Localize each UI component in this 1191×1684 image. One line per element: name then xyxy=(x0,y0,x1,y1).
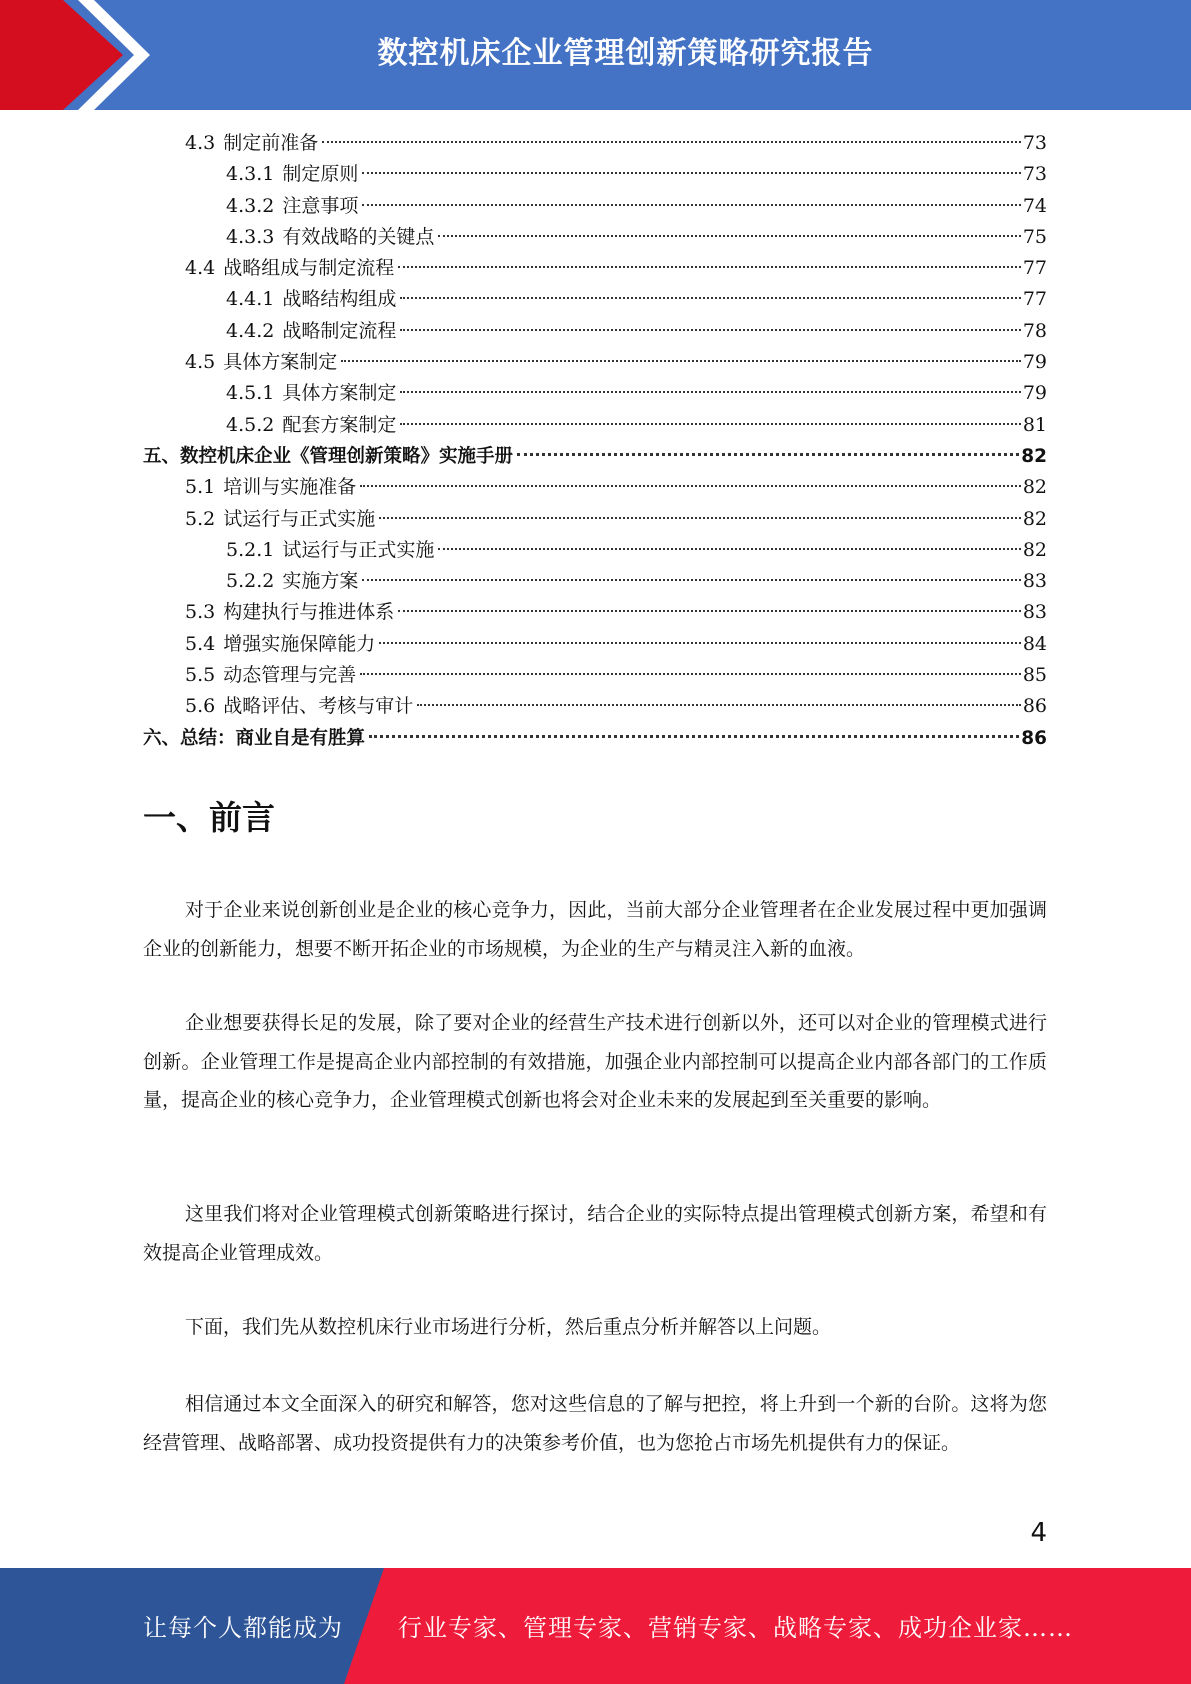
report-title: 数控机床企业管理创新策略研究报告 xyxy=(377,36,874,71)
toc-entry[interactable] xyxy=(143,723,1047,754)
paragraph-2: 企业想要获得长足的发展，除了要对企业的经营生产技术进行创新以外，还可以对企业的管理模式进行创新。企业管理工作是提高企业内部控制的有效措施，加强企业内部控制可以提高企业内部各部门的工作质量，提高企业的核心竞争力，企业管理模式创新也将会对企业未来的发展起到至关重要的影响。 xyxy=(143,1012,1047,1111)
toc-entry[interactable] xyxy=(143,629,1047,660)
toc-entry-page: 85 xyxy=(1022,664,1047,687)
toc-entry-page: 78 xyxy=(1022,319,1047,342)
toc-entry[interactable] xyxy=(143,410,1047,441)
toc-dot-leader xyxy=(369,735,1019,738)
toc-entry[interactable] xyxy=(143,566,1047,597)
toc-entry[interactable] xyxy=(143,378,1047,409)
toc-entry-label: 培训与实施准备 xyxy=(223,476,357,499)
toc-entry-number: 4.4 xyxy=(185,257,216,280)
page-number: 4 xyxy=(1030,1518,1047,1548)
toc-entry[interactable] xyxy=(143,472,1047,503)
toc-entry-label: 构建执行与推进体系 xyxy=(223,601,395,624)
toc-entry-page: 86 xyxy=(1021,727,1047,749)
toc-dot-leader xyxy=(360,673,1021,675)
toc-entry-label: 试运行与正式实施 xyxy=(223,507,376,530)
toc-entry-label: 具体方案制定 xyxy=(223,351,338,374)
toc-entry-number: 4.3.2 xyxy=(226,194,275,217)
toc-dot-leader xyxy=(400,329,1020,331)
toc-entry-number: 4.4.1 xyxy=(226,288,275,311)
toc-entry[interactable] xyxy=(143,316,1047,347)
toc-dot-leader xyxy=(341,360,1021,362)
toc-entry-number: 5.4 xyxy=(185,632,216,655)
toc-dot-leader xyxy=(360,485,1021,487)
toc-dot-leader xyxy=(322,141,1021,143)
toc-entry-label: 试运行与正式实施 xyxy=(282,538,435,561)
toc-entry-page: 82 xyxy=(1022,507,1047,530)
toc-entry-page: 77 xyxy=(1022,257,1047,280)
toc-entry-number: 5.1 xyxy=(185,476,216,499)
toc-entry-number: 4.4.2 xyxy=(226,319,275,342)
toc-entry-page: 84 xyxy=(1022,632,1047,655)
toc-dot-leader xyxy=(362,204,1020,206)
toc-entry-number: 5.2.2 xyxy=(226,570,275,593)
toc-dot-leader xyxy=(379,642,1021,644)
toc-entry-number: 5.2 xyxy=(185,507,216,530)
toc-entry-label: 增强实施保障能力 xyxy=(223,632,376,655)
toc-dot-leader xyxy=(398,610,1021,612)
toc-dot-leader xyxy=(398,266,1021,268)
toc-entry-page: 79 xyxy=(1022,382,1047,405)
toc-entry-label: 六、总结：商业自是有胜算 xyxy=(143,727,366,749)
toc-entry-label: 战略结构组成 xyxy=(282,288,397,311)
section-title: 一、前言 xyxy=(143,798,275,837)
toc-entry-label: 制定前准备 xyxy=(223,132,319,154)
page-footer xyxy=(0,1568,1191,1684)
toc-entry-page: 77 xyxy=(1022,288,1047,311)
toc-entry-page: 73 xyxy=(1022,132,1047,154)
toc-dot-leader xyxy=(438,235,1020,237)
table-of-contents xyxy=(143,128,1047,754)
toc-entry[interactable] xyxy=(143,347,1047,378)
toc-dot-leader xyxy=(400,297,1020,299)
toc-entry-number: 5.6 xyxy=(185,695,216,718)
toc-entry-page: 83 xyxy=(1022,601,1047,624)
toc-entry-number: 4.5.1 xyxy=(226,382,275,405)
toc-entry-page: 73 xyxy=(1022,163,1047,186)
footer-slogan-right: 行业专家、管理专家、营销专家、战略专家、成功企业家…… xyxy=(398,1614,1073,1642)
toc-entry-number: 4.5 xyxy=(185,351,216,374)
toc-dot-leader xyxy=(362,172,1020,174)
paragraph-5: 相信通过本文全面深入的研究和解答，您对这些信息的了解与把控，将上升到一个新的台阶。这将为您经营管理、战略部署、成功投资提供有力的决策参考价值，也为您抢占市场先机提供有力的保证。 xyxy=(143,1393,1047,1454)
toc-entry-label: 五、数控机床企业《管理创新策略》实施手册 xyxy=(143,445,514,467)
toc-dot-leader xyxy=(379,517,1021,519)
toc-entry-label: 注意事项 xyxy=(282,194,359,217)
toc-entry-page: 75 xyxy=(1022,225,1047,248)
page-header xyxy=(0,0,1191,110)
toc-entry[interactable] xyxy=(143,660,1047,691)
toc-entry-number: 5.5 xyxy=(185,664,216,687)
paragraph-1: 对于企业来说创新创业是企业的核心竞争力，因此，当前大部分企业管理者在企业发展过程中更加强调企业的创新能力，想要不断开拓企业的市场规模，为企业的生产与精灵注入新的血液。 xyxy=(143,899,1047,960)
toc-entry-label: 实施方案 xyxy=(282,570,359,593)
toc-entry-label: 制定原则 xyxy=(282,163,359,186)
toc-entry-number: 5.2.1 xyxy=(226,538,275,561)
toc-dot-leader xyxy=(400,391,1020,393)
toc-entry-label: 战略评估、考核与审计 xyxy=(223,695,414,718)
toc-entry-number: 4.3 xyxy=(185,132,216,154)
paragraph-3: 这里我们将对企业管理模式创新策略进行探讨，结合企业的实际特点提出管理模式创新方案，希望和有效提高企业管理成效。 xyxy=(143,1203,1047,1264)
toc-dot-leader xyxy=(362,579,1020,581)
toc-entry-number: 4.3.3 xyxy=(226,225,275,248)
toc-entry[interactable] xyxy=(143,191,1047,222)
toc-entry-label: 战略制定流程 xyxy=(282,319,397,342)
toc-entry-number: 5.3 xyxy=(185,601,216,624)
toc-entry-page: 81 xyxy=(1022,413,1047,436)
toc-entry-page: 79 xyxy=(1022,351,1047,374)
toc-entry[interactable] xyxy=(143,504,1047,535)
toc-dot-leader xyxy=(400,423,1020,425)
toc-entry[interactable] xyxy=(143,253,1047,284)
toc-entry[interactable] xyxy=(143,535,1047,566)
toc-entry[interactable] xyxy=(143,691,1047,722)
toc-entry-page: 82 xyxy=(1022,476,1047,499)
toc-entry-number: 4.3.1 xyxy=(226,163,275,186)
toc-entry-label: 具体方案制定 xyxy=(282,382,397,405)
toc-entry-label: 动态管理与完善 xyxy=(223,664,357,687)
toc-entry-label: 战略组成与制定流程 xyxy=(223,257,395,280)
toc-entry[interactable] xyxy=(143,128,1047,159)
toc-entry[interactable] xyxy=(143,222,1047,253)
toc-entry-page: 82 xyxy=(1021,445,1047,467)
toc-dot-leader xyxy=(517,453,1019,456)
toc-entry-page: 74 xyxy=(1022,194,1047,217)
toc-entry-label: 配套方案制定 xyxy=(282,413,397,436)
toc-dot-leader xyxy=(417,704,1021,706)
toc-entry-number: 4.5.2 xyxy=(226,413,275,436)
toc-dot-leader xyxy=(438,548,1020,550)
toc-entry-label: 有效战略的关键点 xyxy=(282,225,435,248)
paragraph-4: 下面，我们先从数控机床行业市场进行分析，然后重点分析并解答以上问题。 xyxy=(185,1316,832,1338)
toc-entry[interactable] xyxy=(143,159,1047,190)
toc-entry-page: 86 xyxy=(1022,695,1047,718)
footer-slogan-left: 让每个人都能成为 xyxy=(143,1614,343,1642)
toc-entry[interactable] xyxy=(143,284,1047,315)
toc-entry-page: 83 xyxy=(1022,570,1047,593)
toc-entry[interactable] xyxy=(143,597,1047,628)
toc-entry-page: 82 xyxy=(1022,538,1047,561)
toc-entry[interactable] xyxy=(143,441,1047,472)
